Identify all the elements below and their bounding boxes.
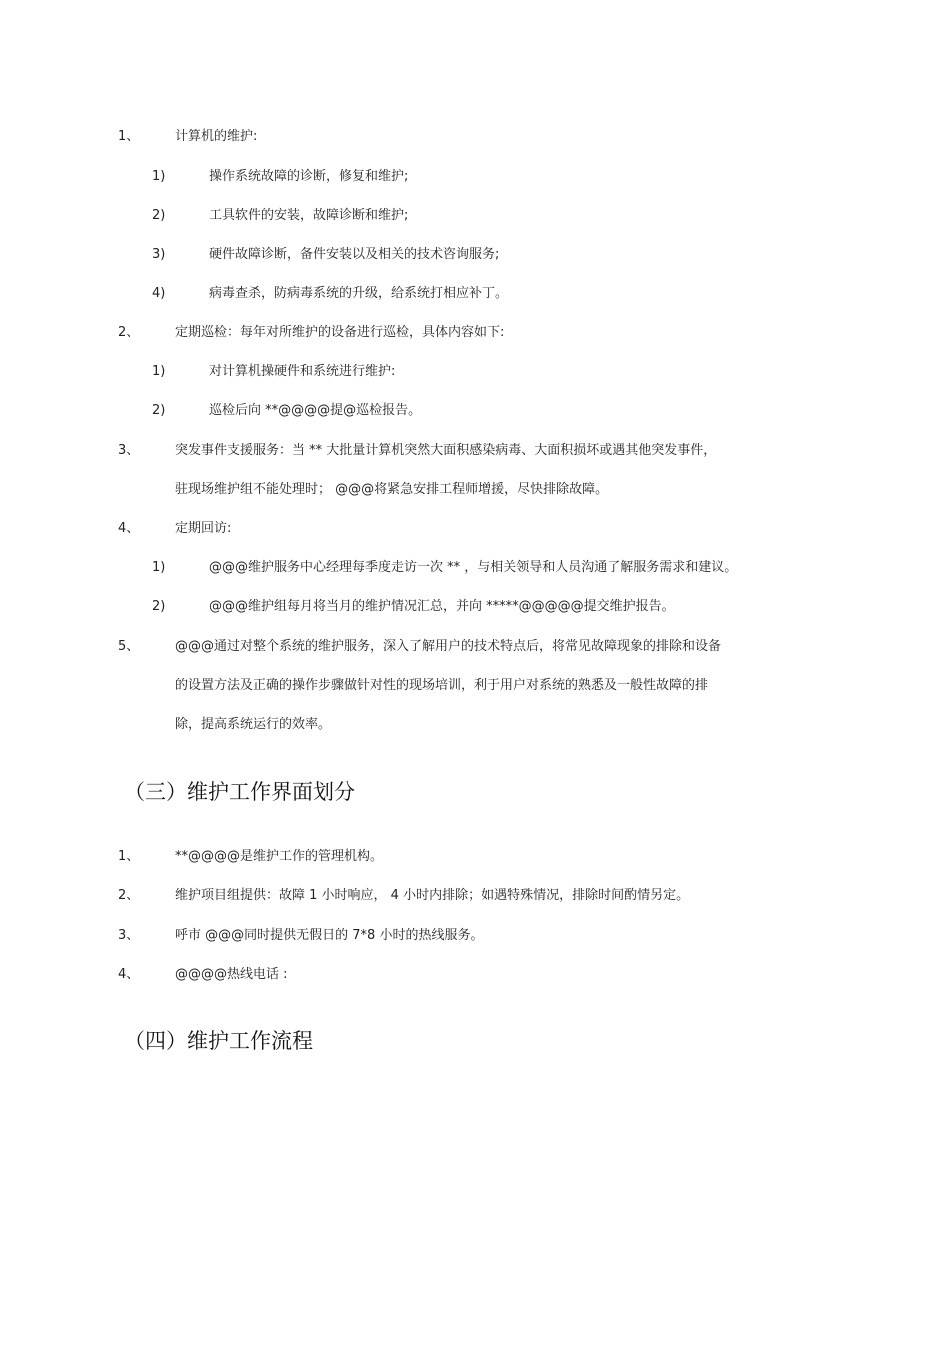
- list-item-5-continuation-2: 除，提高系统运行的效率。: [175, 717, 332, 732]
- list-text: 呼市 @@@同时提供无假日的 7*8 小时的热线服务。: [175, 928, 484, 943]
- list-number: 2、: [118, 325, 140, 340]
- list-text: 维护项目组提供：故障 1 小时响应， 4 小时内排除；如遇特殊情况，排除时间酌情另定。: [175, 888, 690, 903]
- list-number: 2、: [118, 888, 140, 903]
- list-item-3-continuation: 驻现场维护组不能处理时； @@@将紧急安排工程师增援，尽快排除故障。: [175, 482, 609, 497]
- sub-number: 3): [152, 247, 166, 262]
- list-text: 计算机的维护:: [175, 129, 258, 144]
- list-number: 1、: [118, 849, 140, 864]
- list-number: 3、: [118, 443, 140, 458]
- list-number: 4、: [118, 967, 140, 982]
- sub-number: 1): [152, 364, 166, 379]
- section-heading-4: （四）维护工作流程: [124, 1029, 313, 1053]
- list-text: 定期回访:: [175, 521, 232, 536]
- list-item-5-continuation-1: 的设置方法及正确的操作步骤做针对性的现场培训，利于用户对系统的熟悉及一般性故障的排: [175, 678, 709, 693]
- sub-text: 硬件故障诊断，备件安装以及相关的技术咨询服务;: [209, 247, 500, 262]
- sub-text: @@@维护服务中心经理每季度走访一次 ** ，与相关领导和人员沟通了解服务需求和建议。: [209, 560, 738, 575]
- sub-text: 对计算机操硬件和系统进行维护:: [209, 364, 396, 379]
- sub-text: @@@维护组每月将当月的维护情况汇总，并向 *****@@@@@提交维护报告。: [209, 599, 675, 614]
- sub-text: 操作系统故障的诊断，修复和维护;: [209, 169, 409, 184]
- section-heading-3: （三）维护工作界面划分: [124, 780, 355, 804]
- sub-text: 巡检后向 **@@@@提@巡检报告。: [209, 403, 422, 418]
- list-text: @@@通过对整个系统的维护服务，深入了解用户的技术特点后，将常见故障现象的排除和设备: [175, 639, 722, 654]
- sub-number: 4): [152, 286, 166, 301]
- list-text: 定期巡检：每年对所维护的设备进行巡检，具体内容如下:: [175, 325, 505, 340]
- list-text: 突发事件支援服务：当 ** 大批量计算机突然大面积感染病毒、大面积损坏或遇其他突发事件，: [175, 443, 717, 458]
- list-number: 3、: [118, 928, 140, 943]
- list-text: @@@@热线电话 :: [175, 967, 288, 982]
- list-number: 4、: [118, 521, 140, 536]
- list-text: **@@@@是维护工作的管理机构。: [175, 849, 384, 864]
- sub-number: 1): [152, 560, 166, 575]
- sub-number: 2): [152, 208, 166, 223]
- sub-number: 1): [152, 169, 166, 184]
- sub-text: 工具软件的安装，故障诊断和维护;: [209, 208, 409, 223]
- list-number: 5、: [118, 639, 140, 654]
- sub-number: 2): [152, 599, 166, 614]
- list-number: 1、: [118, 129, 140, 144]
- sub-text: 病毒查杀，防病毒系统的升级，给系统打相应补丁。: [209, 286, 509, 301]
- sub-number: 2): [152, 403, 166, 418]
